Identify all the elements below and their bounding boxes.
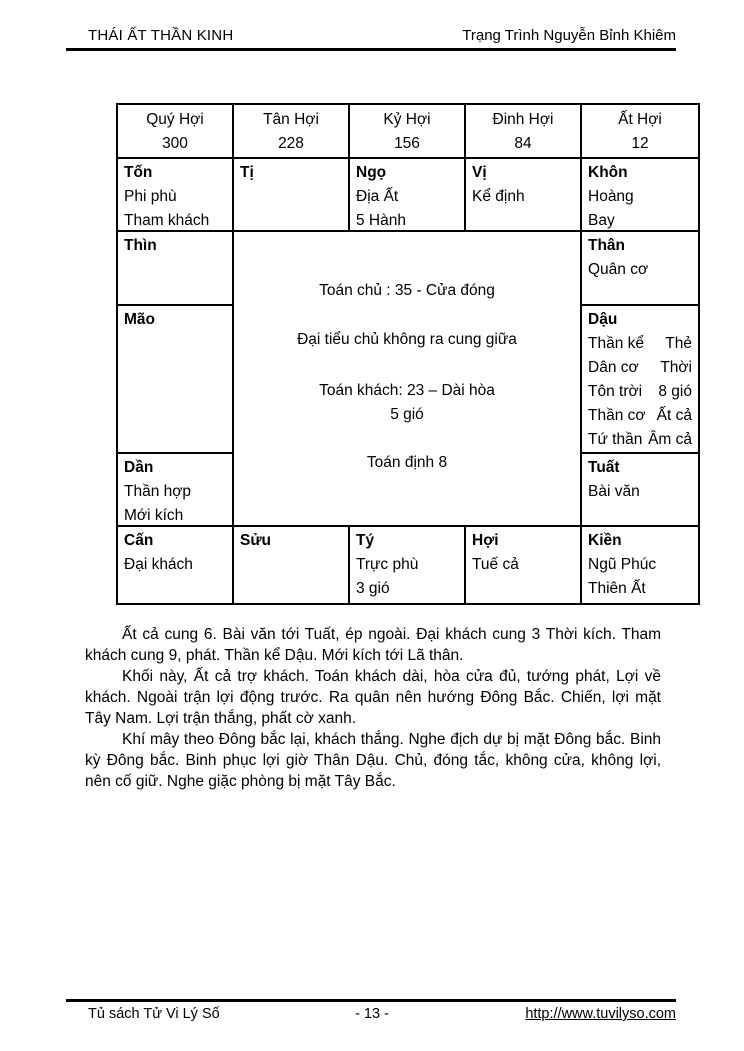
palace-label: Sửu [240,532,272,549]
thai-at-board [116,103,700,605]
cell-vi [466,159,582,232]
cell-kien [582,527,698,603]
cell-line: Ngũ Phúc [588,556,657,573]
cell-ty [350,527,466,603]
palace-label: Thân [588,237,626,254]
year-value: 12 [631,135,649,152]
pair-name: Thần kể [588,335,645,352]
cell-line: Tham khách [124,212,210,229]
year-name: Kỷ Hợi [383,111,431,128]
cell-line: Phi phù [124,188,177,205]
cell-line: Trực phù [356,556,419,573]
cell-line: Bay [588,212,615,229]
year-name: Đinh Hợi [492,111,554,128]
cell-khon [582,159,698,232]
dau-pair [588,404,692,428]
year-value: 84 [514,135,532,152]
cell-than [582,232,698,306]
palace-label: Tý [356,532,375,549]
year-cell-tan-hoi [234,105,350,159]
pair-value: Thẻ [665,335,692,352]
palace-label: Dậu [588,311,618,328]
cell-dau [582,306,698,454]
year-cell-quy-hoi [118,105,234,159]
footer-series-title: Tủ sách Tử Vi Lý Số [88,1006,220,1022]
commentary-text [85,624,661,792]
header-rule [66,48,676,51]
cell-dan [118,454,234,527]
year-value: 228 [278,135,304,152]
year-value: 156 [394,135,420,152]
dau-pair [588,428,692,452]
cell-thin [118,232,234,306]
cell-line: Tuế cả [472,556,519,573]
dau-pair [588,380,692,404]
pair-name: Tứ thần [588,431,643,448]
year-name: Tân Hợi [263,111,319,128]
cell-line: Đại khách [124,556,193,573]
pair-name: Dân cơ [588,359,639,376]
header-author: Trạng Trình Nguyễn Bỉnh Khiêm [462,27,676,44]
year-cell-at-hoi [582,105,698,159]
pair-name: Thần cơ [588,407,646,424]
footer-rule [66,999,676,1002]
year-cell-ky-hoi [350,105,466,159]
year-name: Quý Hợi [146,111,204,128]
cell-line: Kể định [472,188,525,205]
year-name: Ất Hợi [618,111,662,128]
palace-label: Tị [240,164,254,181]
pair-value: Thời [660,359,692,376]
paragraph-3: Khí mây theo Đông bắc lại, khách thắng. Nghe địch dự bị mặt Đông bắc. Binh kỳ Đông bắc. Binh phục lợi giờ Thân Dậu. Chủ, đóng tắc, không cửa, không lợi, nên cố giữ. Nghe giặc phòng bị mặt Tây Bắc. [85,731,661,790]
paragraph-2: Khối này, Ất cả trợ khách. Toán khách dài, hòa cửa đủ, tướng phát, Lợi về khách. Ngoài trận lợi động trước. Ra quân nên hướng Đông Bắc. Chiến, lợi mặt Tây Nam. Lợi trận thắng, phất cờ xanh. [85,668,661,727]
toan-chu-line: Toán chủ : 35 - Cửa đóng [319,282,495,299]
cell-mao [118,306,234,454]
cell-suu [234,527,350,603]
pair-value: Ất cả [656,407,692,424]
palace-label: Dần [124,459,154,476]
toan-dinh-line: Toán định 8 [366,454,448,471]
palace-label: Mão [124,311,155,328]
palace-label: Hợi [472,532,499,549]
cell-hoi [466,527,582,603]
dau-pair [588,332,692,356]
pair-value: 8 gió [658,383,692,400]
pair-name: Tôn trời [588,383,643,400]
cell-line: Thần hợp [124,483,192,500]
cell-line: Quân cơ [588,261,649,278]
palace-label: Tuất [588,459,620,476]
cell-ngo [350,159,466,232]
palace-label: Tốn [124,164,153,181]
center-calculation-cell [234,232,582,527]
pair-value: Âm cả [648,431,692,448]
cell-line: Bài văn [588,483,640,500]
cell-line: Địa Ất [356,188,399,205]
cell-tuat [582,454,698,527]
year-cell-dinh-hoi [466,105,582,159]
cell-ton [118,159,234,232]
cell-line: 3 gió [356,580,390,597]
cell-can [118,527,234,603]
cell-line: Hoàng [588,188,634,205]
footer-website-link[interactable]: http://www.tuvilyso.com [525,1006,676,1022]
header-book-title: THÁI ẤT THẦN KINH [88,27,234,44]
palace-label: Ngọ [356,164,387,181]
dau-pair [588,356,692,380]
cell-line: 5 Hành [356,212,406,229]
palace-label: Cấn [124,532,154,549]
cell-line: Mới kích [124,507,184,524]
cell-line: Thiên Ất [588,580,646,597]
dai-tieu-chu-line: Đại tiểu chủ không ra cung giữa [297,331,517,348]
gio-line: 5 gió [390,406,424,423]
year-value: 300 [162,135,188,152]
cell-ti [234,159,350,232]
palace-label: Vị [472,164,487,181]
palace-label: Thìn [124,237,157,254]
palace-label: Kiền [588,532,622,549]
footer-page-number: - 13 - [355,1006,389,1022]
palace-label: Khôn [588,164,628,181]
toan-khach-line: Toán khách: 23 – Dài hòa [319,382,495,399]
paragraph-1: Ất cả cung 6. Bài văn tới Tuất, ép ngoài. Đại khách cung 3 Thời kích. Tham khách cung 9, phát. Thần kể Dậu. Mới kích tới Lã thân. [85,626,661,664]
